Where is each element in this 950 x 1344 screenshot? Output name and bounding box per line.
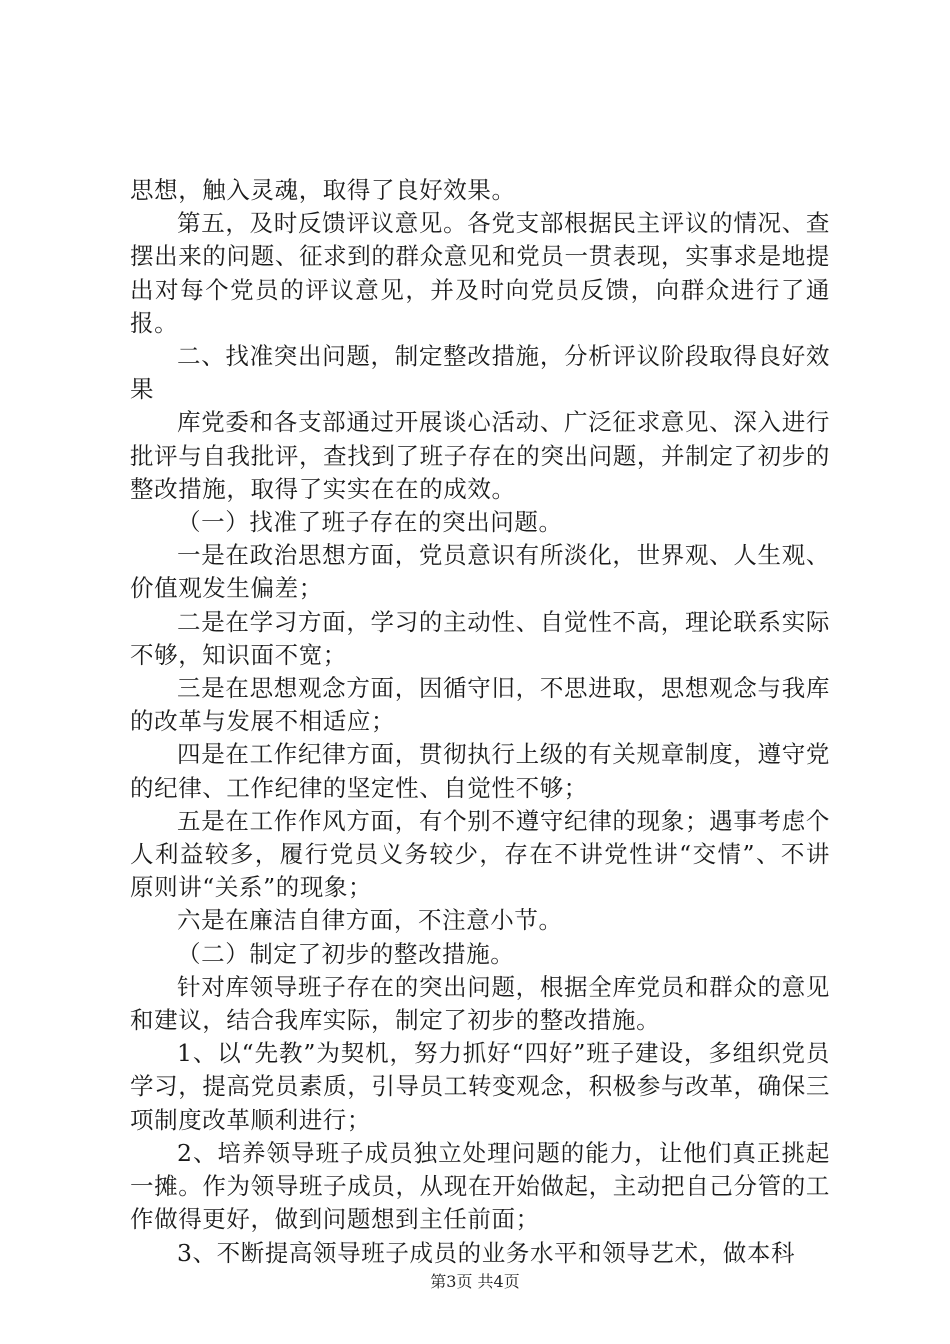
paragraph-measures-intro: 针对库领导班子存在的突出问题，根据全库党员和群众的意见和建议，结合我库实际，制定了初步的整改措施。 <box>130 972 830 1035</box>
problem-item-3: 三是在思想观念方面，因循守旧，不思进取，思想观念与我库的改革与发展不相适应； <box>130 674 830 736</box>
page-number-label: 第3页 共4页 <box>430 1272 520 1291</box>
subheading-measures: （二）制定了初步的整改措施。 <box>177 939 515 968</box>
paragraph-continuation: 思想，触入灵魂，取得了良好效果。 <box>130 176 516 204</box>
problem-item-2: 二是在学习方面，学习的主动性、自觉性不高，理论联系实际不够，知识面不宽； <box>130 607 830 669</box>
measure-item-1: 1、以“先教”为契机，努力抓好“四好”班子建设，多组织党员学习，提高党员素质，引导员工转变观念，积极参与改革，确保三项制度改革顺利进行； <box>130 1039 830 1134</box>
subheading-problems: （一）找准了班子存在的突出问题。 <box>177 508 563 537</box>
problem-item-1: 一是在政治思想方面，党员意识有所淡化，世界观、人生观、价值观发生偏差； <box>130 541 830 603</box>
document-body <box>130 174 830 1270</box>
problem-item-5: 五是在工作作风方面，有个别不遵守纪律的现象；遇事考虑个人利益较多，履行党员义务较少，存在不讲党性讲“交情”、不讲原则讲“关系”的现象； <box>130 806 830 902</box>
section-heading-two: 二、找准突出问题，制定整改措施，分析评议阶段取得良好效果 <box>130 342 830 404</box>
problem-item-6: 六是在廉洁自律方面，不注意小节。 <box>177 906 563 935</box>
problem-item-4: 四是在工作纪律方面，贯彻执行上级的有关规章制度，遵守党的纪律、工作纪律的坚定性、自觉性不够； <box>130 740 830 802</box>
measure-item-3: 3、不断提高领导班子成员的业务水平和领导艺术，做本科 <box>177 1238 796 1267</box>
paragraph-section-two-intro: 库党委和各支部通过开展谈心活动、广泛征求意见、深入进行批评与自我批评，查找到了班子存在的突出问题，并制定了初步的整改措施，取得了实实在在的成效。 <box>130 408 830 503</box>
page-footer <box>0 1272 950 1292</box>
paragraph-fifth-feedback: 第五，及时反馈评议意见。各党支部根据民主评议的情况、查摆出来的问题、征求到的群众意见和党员一贯表现，实事求是地提出对每个党员的评议意见，并及时向党员反馈，向群众进行了通报。 <box>130 209 830 337</box>
measure-item-2: 2、培养领导班子成员独立处理问题的能力，让他们真正挑起一摊。作为领导班子成员，从现在开始做起，主动把自己分管的工作做得更好，做到问题想到主任前面； <box>130 1138 830 1234</box>
